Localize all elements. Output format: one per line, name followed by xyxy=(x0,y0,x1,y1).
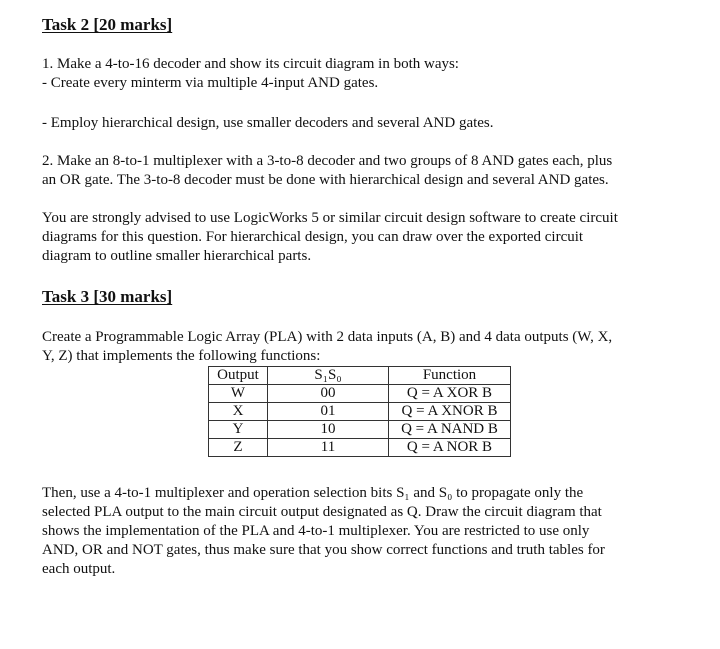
cell-select: 00 xyxy=(268,385,389,403)
advice-line2: diagrams for this question. For hierarchical design, you can draw over the exported circuit xyxy=(42,229,584,245)
table-header-row xyxy=(209,367,511,385)
task2-heading: Task 2 [20 marks] xyxy=(42,15,173,34)
task3-heading: Task 3 [30 marks] xyxy=(42,287,173,306)
intro-line2: Y, Z) that implements the following functions: xyxy=(42,348,321,364)
cell-function: Q = A NOR B xyxy=(389,439,511,457)
task3-closing xyxy=(42,484,692,579)
header-select: S₁S₀ xyxy=(268,367,389,385)
task2-item1 xyxy=(42,55,692,93)
table-row xyxy=(209,439,511,457)
closing-line3: shows the implementation of the PLA and 4-to-1 multiplexer. You are restricted to use only xyxy=(42,523,590,539)
cell-output: Z xyxy=(209,439,268,457)
task2-advice xyxy=(42,209,692,266)
task2-item1b xyxy=(42,114,692,133)
cell-select: 11 xyxy=(268,439,389,457)
cell-function: Q = A XNOR B xyxy=(389,403,511,421)
advice-line3: diagram to outline smaller hierarchical parts. xyxy=(42,248,312,264)
closing-line5: each output. xyxy=(42,561,116,577)
advice-line1: You are strongly advised to use LogicWorks 5 or similar circuit design software to create circuit xyxy=(42,210,618,226)
item1a-text: - Create every minterm via multiple 4-input AND gates. xyxy=(42,75,379,91)
header-function: Function xyxy=(389,367,511,385)
closing-line2: selected PLA output to the main circuit output designated as Q. Draw the circuit diagram that xyxy=(42,504,602,520)
table-row xyxy=(209,403,511,421)
item1-text: 1. Make a 4-to-16 decoder and show its circuit diagram in both ways: xyxy=(42,56,459,72)
closing-line4: AND, OR and NOT gates, thus make sure that you show correct functions and truth tables for xyxy=(42,542,605,558)
table-row xyxy=(209,385,511,403)
item2-line1: 2. Make an 8-to-1 multiplexer with a 3-to-8 decoder and two groups of 8 AND gates each, plus xyxy=(42,153,613,169)
task2-item2 xyxy=(42,152,692,190)
closing-line1: Then, use a 4-to-1 multiplexer and operation selection bits S₁ and S₀ to propagate only the xyxy=(42,485,584,501)
header-output: Output xyxy=(209,367,268,385)
cell-output: Y xyxy=(209,421,268,439)
function-table xyxy=(208,366,511,457)
cell-select: 10 xyxy=(268,421,389,439)
task3-intro xyxy=(42,328,692,366)
cell-function: Q = A NAND B xyxy=(389,421,511,439)
intro-line1: Create a Programmable Logic Array (PLA) with 2 data inputs (A, B) and 4 data outputs (W, X, xyxy=(42,329,613,345)
cell-select: 01 xyxy=(268,403,389,421)
cell-function: Q = A XOR B xyxy=(389,385,511,403)
item1b-text: - Employ hierarchical design, use smaller decoders and several AND gates. xyxy=(42,115,494,131)
cell-output: X xyxy=(209,403,268,421)
cell-output: W xyxy=(209,385,268,403)
item2-line2: an OR gate. The 3-to-8 decoder must be done with hierarchical design and several AND gates. xyxy=(42,172,609,188)
table-row xyxy=(209,421,511,439)
